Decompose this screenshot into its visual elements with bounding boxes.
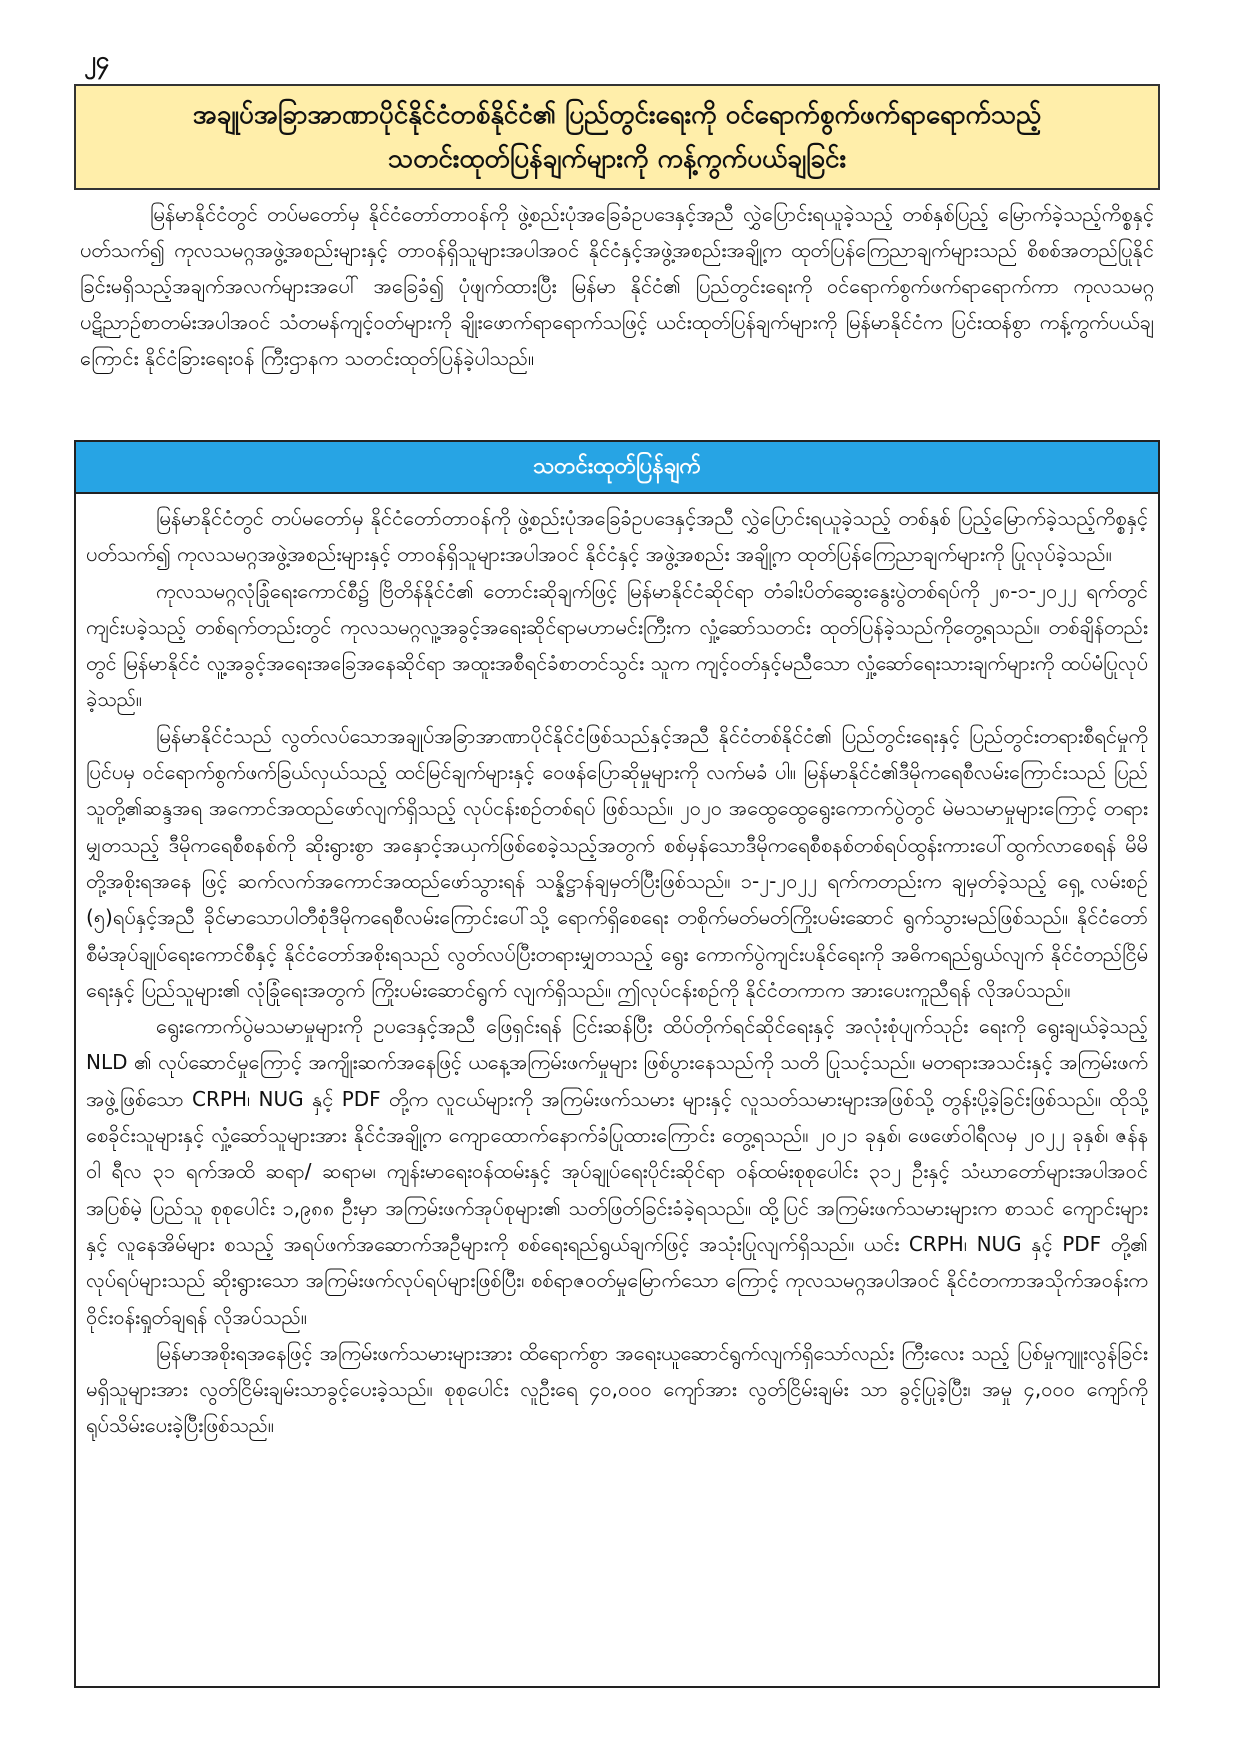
page-title-line-1: အချုပ်အခြာအာဏာပိုင်နိုင်ငံတစ်နိုင်ငံ၏ ပြည်တွင်းရေးကို ဝင်ရောက်စွက်ဖက်ရာရောက်သည့် — [192, 100, 1042, 130]
page-title-line-2: သတင်းထုတ်ပြန်ချက်များကို ကန့်ကွက်ပယ်ချခြင်း — [387, 144, 847, 174]
press-release-paragraph-1: မြန်မာနိုင်ငံတွင် တပ်မတော်မှ နိုင်ငံတော်တာဝန်ကို ဖွဲ့စည်းပုံအခြေခံဥပဒေနှင့်အညီ လွှဲပြောင်းရယူခဲ့သည့် တစ်နှစ် ပြည့်မြောက်ခဲ့သည့်ကိစ္စနှင့်ပတ်သက်၍ ကုလသမဂ္ဂအဖွဲ့အစည်းများနှင့် တာဝန်ရှိသူများအပါအဝင် နိုင်ငံနှင့် အဖွဲ့အစည်း အချို့က ထုတ်ပြန်ကြေညာချက်များကို ပြုလုပ်ခဲ့သည်။ — [86, 506, 1148, 567]
intro-section — [74, 196, 1160, 376]
press-release-body — [76, 494, 1158, 1444]
press-release-box — [74, 440, 1160, 1688]
intro-paragraph: မြန်မာနိုင်ငံတွင် တပ်မတော်မှ နိုင်ငံတော်တာဝန်ကို ဖွဲ့စည်းပုံအခြေခံဥပဒေနှင့်အညီ လွှဲပြောင်းရယူခဲ့သည့် တစ်နှစ်ပြည့် မြောက်ခဲ့သည့်ကိစ္စနှင့်ပတ်သက်၍ ကုလသမဂ္ဂအဖွဲ့အစည်းများနှင့် တာဝန်ရှိသူများအပါအဝင် နိုင်ငံနှင့်အဖွဲ့အစည်းအချို့က ထုတ်ပြန်ကြေညာချက်များသည် စိစစ်အတည်ပြုနိုင်ခြင်းမရှိသည့်အချက်အလက်များအပေါ် အခြေခံ၍ ပုံဖျက်ထားပြီး မြန်မာ နိုင်ငံ၏ ပြည်တွင်းရေးကို ဝင်ရောက်စွက်ဖက်ရာရောက်ကာ ကုလသမဂ္ဂပဋိညာဉ်စာတမ်းအပါအဝင် သံတမန်ကျင့်ဝတ်များကို ချိုးဖောက်ရာရောက်သဖြင့် ယင်းထုတ်ပြန်ချက်များကို မြန်မာနိုင်ငံက ပြင်းထန်စွာ ကန့်ကွက်ပယ်ချကြောင်း နိုင်ငံခြားရေးဝန် ကြီးဌာနက သတင်းထုတ်ပြန်ခဲ့ပါသည်။ — [80, 202, 1154, 370]
press-release-header: သတင်းထုတ်ပြန်ချက် — [76, 442, 1158, 494]
press-release-paragraph-4: ရွေးကောက်ပွဲမသမာမှုများကို ဥပဒေနှင့်အညီ ဖြေရှင်းရန် ငြင်းဆန်ပြီး ထိပ်တိုက်ရင်ဆိုင်ရေးနှင့် အလုံးစုံပျက်သုဉ်း ရေးကို ရွေးချယ်ခဲ့သည့် NLD ၏ လုပ်ဆောင်မှုကြောင့် အကျိုးဆက်အနေဖြင့် ယနေ့အကြမ်းဖက်မှုများ ဖြစ်ပွားနေသည်ကို သတိ ပြုသင့်သည်။ မတရားအသင်းနှင့် အကြမ်းဖက်အဖွဲ့ဖြစ်သော CRPH၊ NUG နှင့် PDF တို့က လူငယ်များကို အကြမ်းဖက်သမား များနှင့် လူသတ်သမားများအဖြစ်သို့ တွန်းပို့ခဲ့ခြင်းဖြစ်သည်။ ထိုသို့ စေခိုင်းသူများနှင့် လှုံ့ဆော်သူများအား နိုင်ငံအချို့က ကျောထောက်နောက်ခံပြုထားကြောင်း တွေ့ရသည်။ ၂၀၂၁ ခုနှစ်၊ ဖေဖော်ဝါရီလမှ ၂၀၂၂ ခုနှစ်၊ ဇန်နဝါ ရီလ ၃၁ ရက်အထိ ဆရာ/ ဆရာမ၊ ကျန်းမာရေးဝန်ထမ်းနှင့် အုပ်ချုပ်ရေးပိုင်းဆိုင်ရာ ဝန်ထမ်းစုစုပေါင်း ၃၁၂ ဦးနှင့် သံဃာတော်များအပါအဝင် အပြစ်မဲ့ ပြည်သူ စုစုပေါင်း ၁,၉၈၈ ဦးမှာ အကြမ်းဖက်အုပ်စုများ၏ သတ်ဖြတ်ခြင်းခံခဲ့ရသည်။ ထို့ပြင် အကြမ်းဖက်သမားများက စာသင် ကျောင်းများနှင့် လူနေအိမ်များ စသည့် အရပ်ဖက်အဆောက်အဦများကို စစ်ရေးရည်ရွယ်ချက်ဖြင့် အသုံးပြုလျက်ရှိသည်။ ယင်း CRPH၊ NUG နှင့် PDF တို့၏ လုပ်ရပ်များသည် ဆိုးရွားသော အကြမ်းဖက်လုပ်ရပ်များဖြစ်ပြီး၊ စစ်ရာဇဝတ်မှုမြောက်သော ကြောင့် ကုလသမဂ္ဂအပါအဝင် နိုင်ငံတကာအသိုက်အဝန်းက ဝိုင်းဝန်းရှုတ်ချရန် လိုအပ်သည်။ — [86, 1014, 1148, 1329]
press-release-paragraph-2: ကုလသမဂ္ဂလုံခြုံရေးကောင်စီ၌ ဗြိတိန်နိုင်ငံ၏ တောင်းဆိုချက်ဖြင့် မြန်မာနိုင်ငံဆိုင်ရာ တံခါးပိတ်ဆွေးနွေးပွဲတစ်ရပ်ကို ၂၈-၁-၂၀၂၂ ရက်တွင် ကျင်းပခဲ့သည့် တစ်ရက်တည်းတွင် ကုလသမဂ္ဂလူ့အခွင့်အရေးဆိုင်ရာမဟာမင်းကြီးက လှုံ့ဆော်သတင်း ထုတ်ပြန်ခဲ့သည်ကိုတွေ့ရသည်။ တစ်ချိန်တည်းတွင် မြန်မာနိုင်ငံ လူ့အခွင့်အရေးအခြေအနေဆိုင်ရာ အထူးအစီရင်ခံစာတင်သွင်း သူက ကျင့်ဝတ်နှင့်မညီသော လှုံ့ဆော်ရေးသားချက်များကို ထပ်မံပြုလုပ်ခဲ့သည်။ — [86, 578, 1148, 712]
page-number: ၂၄ — [84, 46, 110, 74]
press-release-paragraph-5: မြန်မာအစိုးရအနေဖြင့် အကြမ်းဖက်သမားများအား ထိရောက်စွာ အရေးယူဆောင်ရွက်လျက်ရှိသော်လည်း ကြီးလေး သည့် ပြစ်မှုကျူးလွန်ခြင်းမရှိသူများအား လွတ်ငြိမ်းချမ်းသာခွင့်ပေးခဲ့သည်။ စုစုပေါင်း လူဦးရေ ၄၀,၀၀၀ ကျော်အား လွတ်ငြိမ်းချမ်း သာ ခွင့်ပြုခဲ့ပြီး၊ အမှု ၄,၀၀၀ ကျော်ကို ရုပ်သိမ်းပေးခဲ့ပြီးဖြစ်သည်။ — [86, 1340, 1148, 1438]
press-release-paragraph-3: မြန်မာနိုင်ငံသည် လွတ်လပ်သောအချုပ်အခြာအာဏာပိုင်နိုင်ငံဖြစ်သည်နှင့်အညီ နိုင်ငံတစ်နိုင်ငံ၏ ပြည်တွင်းရေးနှင့် ပြည်တွင်းတရားစီရင်မှုကို ပြင်ပမှ ဝင်ရောက်စွက်ဖက်ခြယ်လှယ်သည့် ထင်မြင်ချက်များနှင့် ဝေဖန်ပြောဆိုမှုများကို လက်မခံ ပါ။ မြန်မာနိုင်ငံ၏ဒီမိုကရေစီလမ်းကြောင်းသည် ပြည်သူတို့၏ဆန္ဒအရ အကောင်အထည်ဖော်လျက်ရှိသည့် လုပ်ငန်းစဉ်တစ်ရပ် ဖြစ်သည်။ ၂၀၂၀ အထွေထွေရွေးကောက်ပွဲတွင် မဲမသမာမှုများကြောင့် တရားမျှတသည့် ဒီမိုကရေစီစနစ်ကို ဆိုးရွားစွာ အနှောင့်အယှက်ဖြစ်စေခဲ့သည့်အတွက် စစ်မှန်သောဒီမိုကရေစီစနစ်တစ်ရပ်ထွန်းကားပေါ်ထွက်လာစေရန် မိမိတို့အစိုးရအနေ ဖြင့် ဆက်လက်အကောင်အထည်ဖော်သွားရန် သန္နိဋ္ဌာန်ချမှတ်ပြီးဖြစ်သည်။ ၁-၂-၂၀၂၂ ရက်ကတည်းက ချမှတ်ခဲ့သည့် ရှေ့ လမ်းစဉ် (၅)ရပ်နှင့်အညီ ခိုင်မာသောပါတီစုံဒီမိုကရေစီလမ်းကြောင်းပေါ်သို့ ရောက်ရှိစေရေး တစိုက်မတ်မတ်ကြိုးပမ်းဆောင် ရွက်သွားမည်ဖြစ်သည်။ နိုင်ငံတော်စီမံအုပ်ချုပ်ရေးကောင်စီနှင့် နိုင်ငံတော်အစိုးရသည် လွတ်လပ်ပြီးတရားမျှတသည့် ရွေး ကောက်ပွဲကျင်းပနိုင်ရေးကို အဓိကရည်ရွယ်လျက် နိုင်ငံတည်ငြိမ်ရေးနှင့် ပြည်သူများ၏ လုံခြုံရေးအတွက် ကြိုးပမ်းဆောင်ရွက် လျက်ရှိသည်။ ဤလုပ်ငန်းစဉ်ကို နိုင်ငံတကာက အားပေးကူညီရန် လိုအပ်သည်။ — [86, 723, 1148, 1002]
title-box — [74, 84, 1160, 190]
